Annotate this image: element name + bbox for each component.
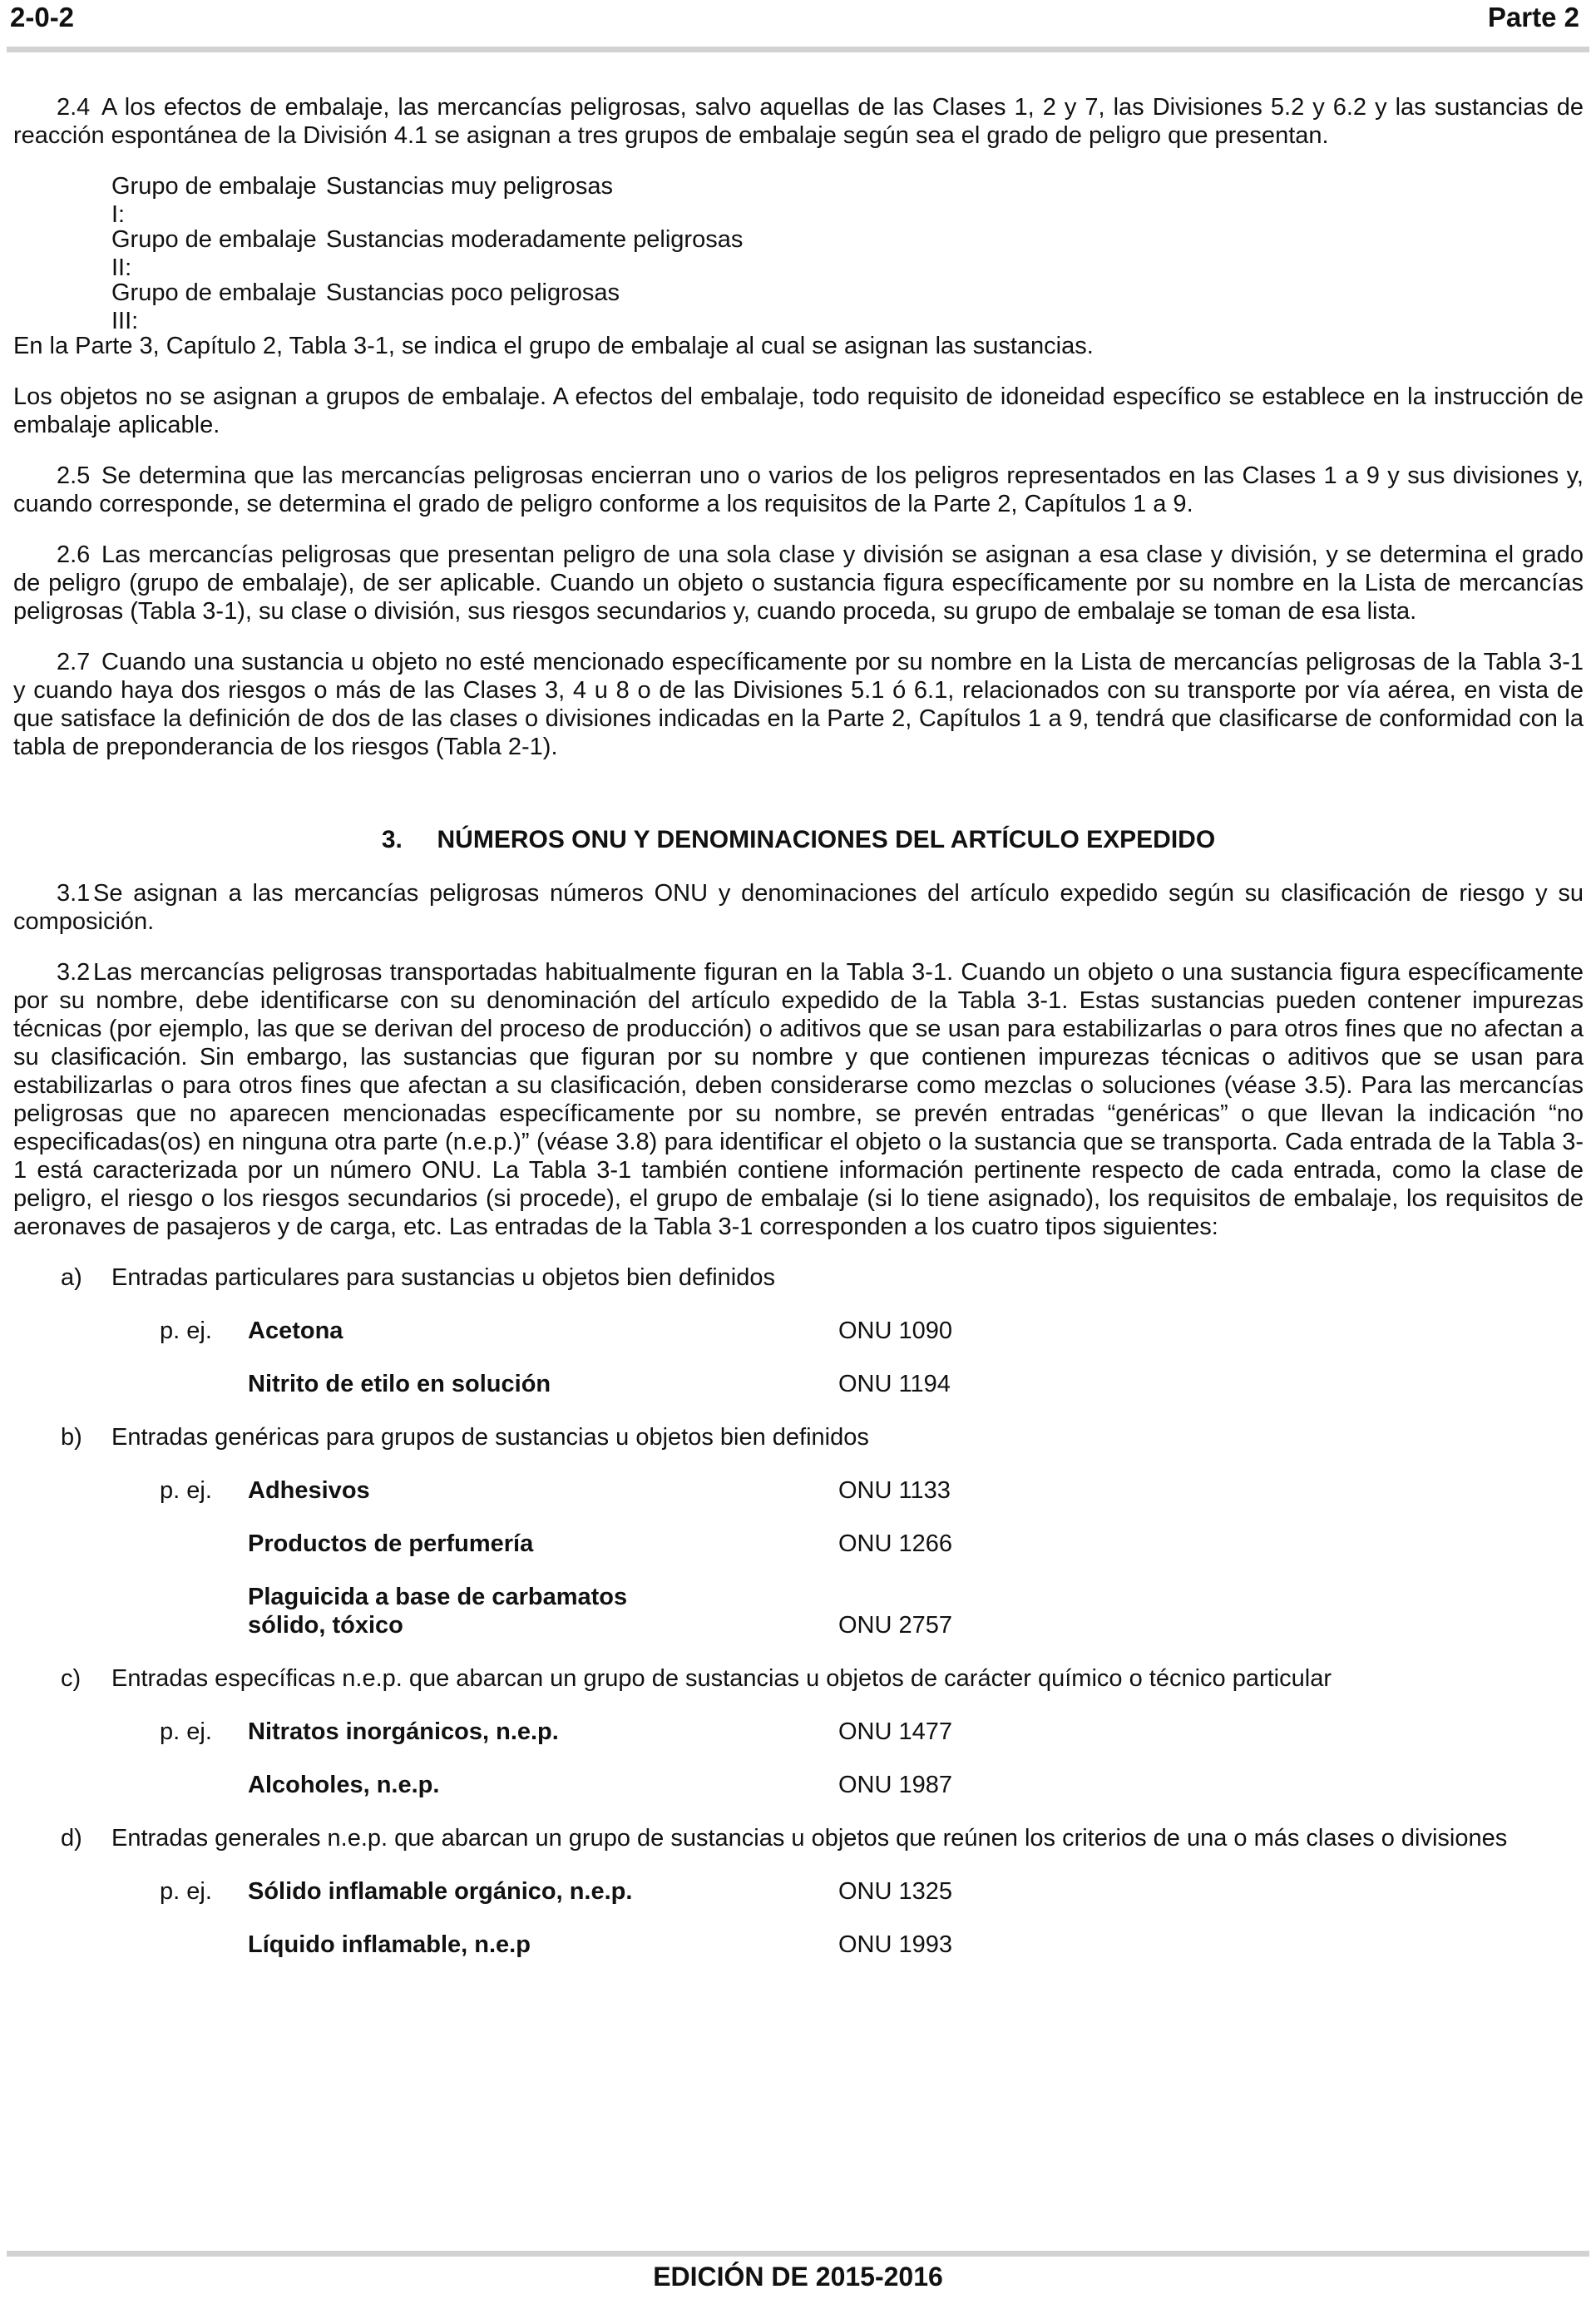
paragraph-number: 3.2 xyxy=(57,959,91,986)
packing-group-row xyxy=(13,225,1584,281)
example-prefix: p. ej. xyxy=(160,1318,212,1344)
un-number: ONU 1090 xyxy=(838,1318,953,1344)
example-name: Plaguicida a base de carbamatos sólido, tóxico xyxy=(248,1584,628,1639)
example-prefix xyxy=(13,1370,248,1398)
paragraph-number: 2.4 xyxy=(57,94,91,121)
example-row xyxy=(13,1370,1584,1398)
example-prefix xyxy=(13,1771,248,1799)
paragraph-text: Se asignan a las mercancías peligrosas números ONU y denominaciones del artículo expedido según su clasificación de riesgo y su composición. xyxy=(13,880,1584,935)
example-prefix xyxy=(13,1583,248,1639)
un-number: ONU 1266 xyxy=(838,1530,953,1557)
page-number: 2-0-2 xyxy=(10,2,75,32)
example-prefix xyxy=(13,1931,248,1959)
list-letter: d) xyxy=(61,1825,82,1852)
examples-a xyxy=(13,1317,1584,1398)
part-label: Parte 2 xyxy=(1487,2,1579,32)
un-number: ONU 1133 xyxy=(838,1477,951,1504)
packing-group-desc: Sustancias muy peligrosas xyxy=(326,173,613,200)
example-row xyxy=(13,1583,1584,1639)
edition-footer: EDICIÓN DE 2015-2016 xyxy=(653,2262,943,2292)
list-item-d xyxy=(13,1824,1584,1852)
example-row xyxy=(13,1931,1584,1959)
paragraph-text: Las mercancías peligrosas que presentan peligro de una sola clase y división se asignan a esa clase y división, y se determina el grado de peligro (grupo de embalaje), de ser aplicable. Cuando un objeto o sustancia figura específicamente por su nombre en la Lista de mercancías peligrosas (Tabla 3-1), su clase o división, sus riesgos secundarios y, cuando proceda, su grupo de embalaje se toman de esa lista. xyxy=(13,541,1584,625)
un-number: ONU 1194 xyxy=(838,1371,951,1397)
example-name: Nitratos inorgánicos, n.e.p. xyxy=(248,1718,559,1745)
list-item-c xyxy=(13,1664,1584,1693)
paragraph-number: 2.6 xyxy=(57,541,91,568)
footer-rule xyxy=(7,2251,1589,2257)
un-number: ONU 1987 xyxy=(838,1772,953,1798)
un-number: ONU 2757 xyxy=(838,1612,953,1639)
un-number: ONU 1477 xyxy=(838,1718,953,1745)
paragraph-text: A los efectos de embalaje, las mercancías peligrosas, salvo aquellas de las Clases 1, 2 y 7, las Divisiones 5.2 y 6.2 y las sustancias de reacción espontánea de la División 4.1 se asignan a tres grupos de embalaje según sea el grado de peligro que presentan. xyxy=(13,94,1584,149)
paragraph-2-4-table-ref: En la Parte 3, Capítulo 2, Tabla 3-1, se indica el grupo de embalaje al cual se asignan las sustancias. xyxy=(13,333,1094,359)
un-number: ONU 1325 xyxy=(838,1878,953,1905)
examples-d xyxy=(13,1877,1584,1959)
list-text: Entradas generales n.e.p. que abarcan un grupo de sustancias u objetos que reúnen los criterios de una o más clases o divisiones xyxy=(111,1825,1508,1852)
example-name: Productos de perfumería xyxy=(248,1530,534,1557)
list-text: Entradas genéricas para grupos de sustancias u objetos bien definidos xyxy=(111,1424,869,1451)
examples-b xyxy=(13,1476,1584,1639)
paragraph-text: Cuando una sustancia u objeto no esté mencionado específicamente por su nombre en la Lista de mercancías peligrosas de la Tabla 3-1 y cuando haya dos riesgos o más de las Clases 3, 4 u 8 o de las Divisiones 5.1 ó 6.1, relacionados con su transporte por vía aérea, en vista de que satisface la definición de dos de las clases o divisiones indicadas en la Parte 2, Capítulos 1 a 9, tendrá que clasificarse de conformidad con la tabla de preponderancia de los riesgos (Tabla 2-1). xyxy=(13,649,1584,760)
list-letter: b) xyxy=(61,1424,82,1451)
example-name: Sólido inflamable orgánico, n.e.p. xyxy=(248,1878,633,1905)
paragraph-2-7 xyxy=(13,648,1584,761)
paragraph-number: 2.5 xyxy=(57,462,91,489)
paragraph-2-4-objects: Los objetos no se asignan a grupos de embalaje. A efectos del embalaje, todo requisito de idoneidad específico se establece en la instrucción de embalaje aplicable. xyxy=(13,383,1584,438)
paragraph-3-2 xyxy=(13,958,1584,1241)
paragraph-number: 3.1 xyxy=(57,880,91,907)
paragraph-2-6 xyxy=(13,541,1584,625)
example-prefix xyxy=(13,1530,248,1558)
example-prefix: p. ej. xyxy=(160,1477,212,1504)
un-number: ONU 1993 xyxy=(838,1931,953,1958)
example-row xyxy=(13,1877,1584,1906)
list-text: Entradas específicas n.e.p. que abarcan un grupo de sustancias u objetos de carácter químico o técnico particular xyxy=(111,1665,1332,1692)
page-header xyxy=(7,0,1589,37)
paragraph-2-4 xyxy=(13,93,1584,150)
paragraph-2-5 xyxy=(13,462,1584,518)
list-item-b xyxy=(13,1423,1584,1451)
packing-group-label: Grupo de embalaje II: xyxy=(111,226,317,281)
example-row xyxy=(13,1718,1584,1746)
packing-group-desc: Sustancias moderadamente peligrosas xyxy=(326,226,744,253)
example-name: Alcoholes, n.e.p. xyxy=(248,1772,440,1798)
paragraph-text: Las mercancías peligrosas transportadas habitualmente figuran en la Tabla 3-1. Cuando un objeto o una sustancia figura específicamente por su nombre, debe identificarse con su denominación del artículo expedido de la Tabla 3-1. Estas sustancias pueden contener impurezas técnicas (por ejemplo, las que se derivan del proceso de producción) o aditivos que se usan para estabilizarlas o para otros fines que no afectan a su clasificación. Sin embargo, las sustancias que figuran por su nombre y que contienen impurezas técnicas o aditivos que se usan para estabilizarlas o para otros fines que afectan a su clasificación, deben considerarse como mezclas o soluciones (véase 3.5). Para las mercancías peligrosas que no aparecen mencionadas específicamente por su nombre, se prevén entradas “genéricas” o que llevan la indicación “no especificadas(os) en ninguna otra parte (n.e.p.)” (véase 3.8) para identificar el objeto o la sustancia que se transporta. Cada entrada de la Tabla 3-1 está caracterizada por un número ONU. La Tabla 3-1 también contiene información pertinente respecto de cada entrada, como la clase de peligro, el riesgo o los riesgos secundarios (si procede), el grupo de embalaje (si lo tiene asignado), los requisitos de embalaje, los requisitos de aeronaves de pasajeros y de carga, etc. Las entradas de la Tabla 3-1 corresponden a los cuatro tipos siguientes: xyxy=(13,959,1584,1240)
page-body xyxy=(13,93,1584,1984)
packing-group-row xyxy=(13,172,1584,228)
section-3-title: 3. NÚMEROS ONU Y DENOMINACIONES DEL ARTÍCULO EXPEDIDO xyxy=(381,826,1216,853)
example-name: Nitrito de etilo en solución xyxy=(248,1371,551,1397)
examples-c xyxy=(13,1718,1584,1799)
paragraph-3-1 xyxy=(13,879,1584,936)
example-row xyxy=(13,1317,1584,1345)
example-row xyxy=(13,1771,1584,1799)
list-letter: c) xyxy=(61,1665,82,1692)
header-rule xyxy=(7,47,1589,52)
example-name: Acetona xyxy=(248,1318,343,1344)
packing-groups xyxy=(13,172,1584,334)
packing-group-desc: Sustancias poco peligrosas xyxy=(326,279,620,306)
paragraph-text: Se determina que las mercancías peligrosas encierran uno o varios de los peligros representados en las Clases 1 a 9 y sus divisiones y, cuando corresponde, se determina el grado de peligro conforme a los requisitos de la Parte 2, Capítulos 1 a 9. xyxy=(13,462,1584,517)
list-letter: a) xyxy=(61,1264,82,1291)
paragraph-number: 2.7 xyxy=(57,649,91,675)
example-row xyxy=(13,1476,1584,1505)
example-name: Líquido inflamable, n.e.p xyxy=(248,1931,531,1958)
example-row xyxy=(13,1530,1584,1558)
packing-group-row xyxy=(13,279,1584,334)
list-text: Entradas particulares para sustancias u objetos bien definidos xyxy=(111,1264,775,1291)
list-item-a xyxy=(13,1263,1584,1292)
example-name: Adhesivos xyxy=(248,1477,370,1504)
packing-group-label: Grupo de embalaje I: xyxy=(111,173,317,228)
example-prefix: p. ej. xyxy=(160,1878,212,1905)
example-prefix: p. ej. xyxy=(160,1718,212,1745)
packing-group-label: Grupo de embalaje III: xyxy=(111,279,317,334)
